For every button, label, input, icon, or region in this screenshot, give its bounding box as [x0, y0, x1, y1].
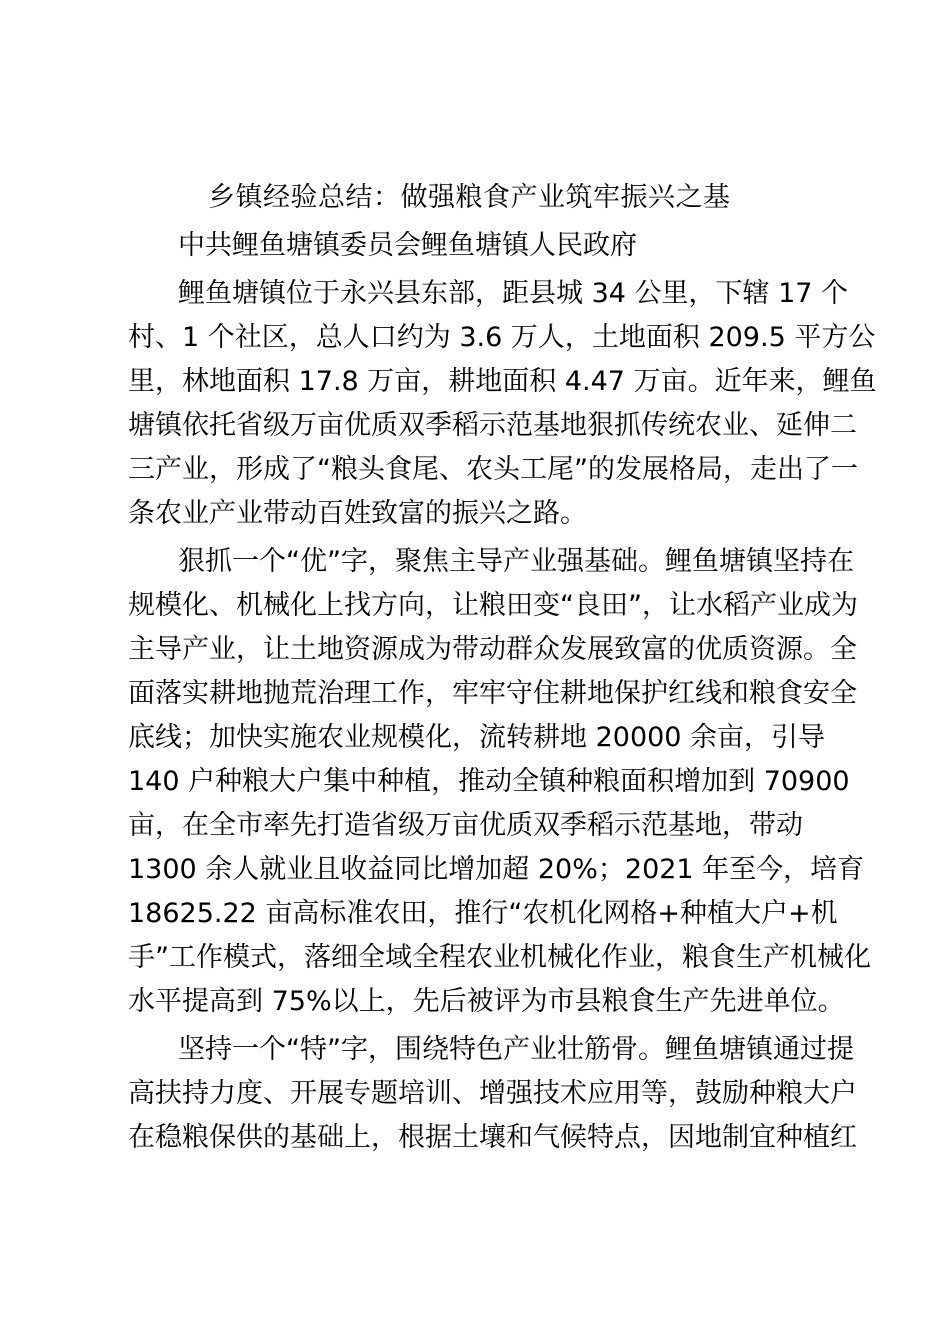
paragraph-line: 底线；加快实施农业规模化，流转耕地 20000 余亩，引导 — [128, 722, 826, 753]
paragraph-line: 水平提高到 75%以上，先后被评为市县粮食生产先进单位。 — [128, 986, 845, 1017]
paragraph-line: 三产业，形成了“粮头食尾、农头工尾”的发展格局，走出了一 — [128, 454, 858, 485]
paragraph-line: 1300 余人就业且收益同比增加超 20%；2021 年至今，培育 — [128, 854, 865, 885]
paragraph-line: 在稳粮保供的基础上，根据土壤和气候特点，因地制宜种植红 — [128, 1122, 857, 1153]
paragraph-line: 140 户种粮大户集中种植，推动全镇种粮面积增加到 70900 — [128, 766, 850, 797]
paragraph-line: 狠抓一个“优”字，聚焦主导产业强基础。鲤鱼塘镇坚持在 — [178, 546, 854, 577]
document-title: 乡镇经验总结：做强粮食产业筑牢振兴之基 — [208, 182, 731, 213]
paragraph-line: 条农业产业带动百姓致富的振兴之路。 — [128, 498, 587, 529]
paragraph-line: 主导产业，让土地资源成为带动群众发展致富的优质资源。全 — [128, 634, 857, 665]
paragraph-line: 18625.22 亩高标准农田，推行“农机化网格+种植大户+机 — [128, 898, 838, 929]
paragraph-line: 塘镇依托省级万亩优质双季稻示范基地狠抓传统农业、延伸二 — [128, 410, 857, 441]
paragraph-line: 鲤鱼塘镇位于永兴县东部，距县城 34 公里，下辖 17 个 — [178, 278, 849, 309]
paragraph-line: 规模化、机械化上找方向，让粮田变“良田”，让水稻产业成为 — [128, 590, 858, 621]
paragraph-line: 里，林地面积 17.8 万亩，耕地面积 4.47 万亩。近年来，鲤鱼 — [128, 366, 877, 397]
paragraph-line: 高扶持力度、开展专题培训、增强技术应用等，鼓励种粮大户 — [128, 1078, 857, 1109]
document-byline: 中共鲤鱼塘镇委员会鲤鱼塘镇人民政府 — [178, 230, 637, 261]
paragraph-line: 面落实耕地抛荒治理工作，牢牢守住耕地保护红线和粮食安全 — [128, 678, 857, 709]
paragraph-line: 亩，在全市率先打造省级万亩优质双季稻示范基地，带动 — [128, 810, 803, 841]
paragraph-line: 坚持一个“特”字，围绕特色产业壮筋骨。鲤鱼塘镇通过提 — [178, 1034, 854, 1065]
paragraph-line: 村、1 个社区，总人口约为 3.6 万人，土地面积 209.5 平方公 — [128, 322, 876, 353]
paragraph-line: 手”工作模式，落细全域全程农业机械化作业，粮食生产机械化 — [128, 942, 871, 973]
